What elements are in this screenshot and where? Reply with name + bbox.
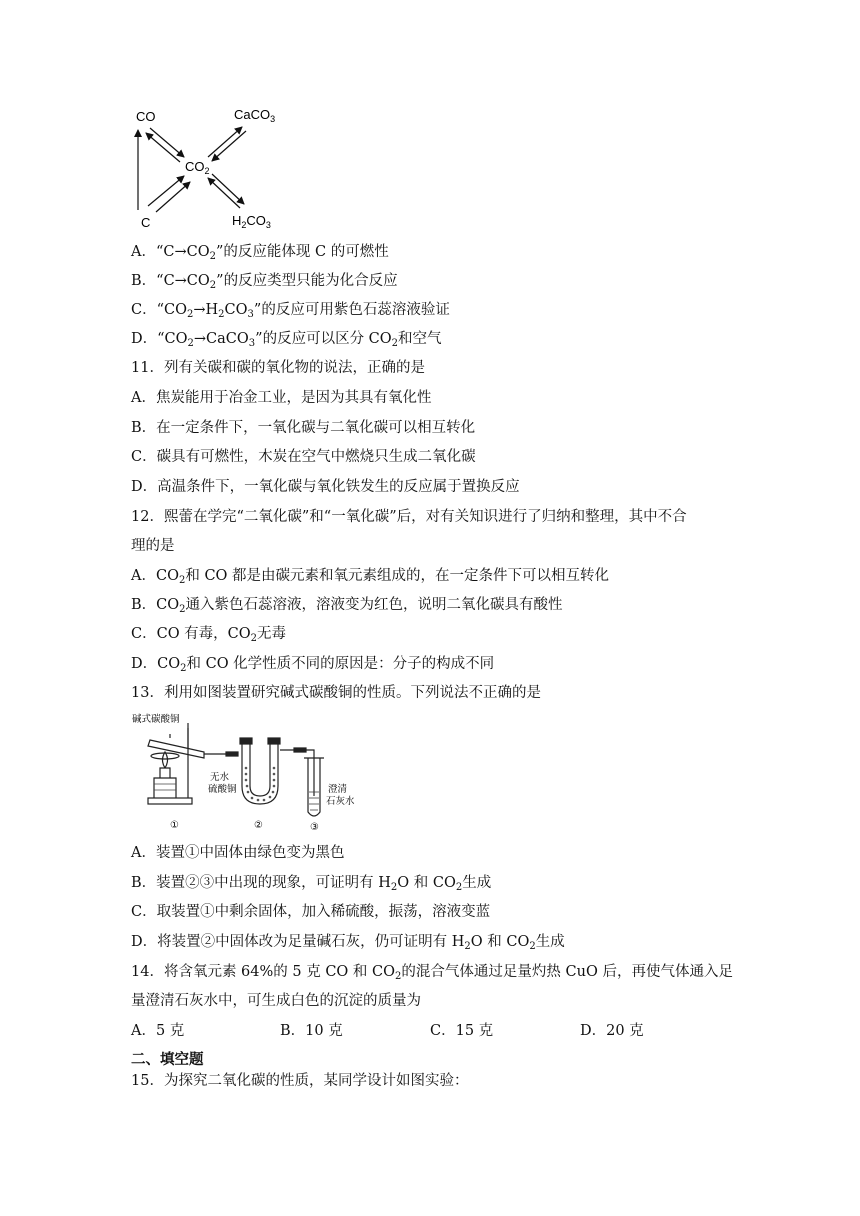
q15-stem: 15．为探究二氧化碳的性质，某同学设计如图实验：	[131, 1073, 469, 1089]
q14-option-a: A．5 克	[131, 1023, 185, 1039]
q11-stem: 11．列有关碳和碳的氧化物的说法，正确的是	[131, 360, 425, 376]
q10-option-a: A．“$C\to CO_2$”的反应能体现 C 的可燃性	[131, 244, 389, 262]
label-copper-sulfate: 硫酸铜	[208, 784, 237, 795]
q14-option-b: B．10 克	[280, 1023, 343, 1039]
label-co: CO	[136, 109, 156, 124]
q10-option-b: B．“$C\to CO_2$”的反应类型只能为化合反应	[131, 273, 398, 291]
label-c: C	[141, 215, 151, 230]
q14-option-c: C．15 克	[430, 1023, 494, 1039]
q12-option-a: A．$CO_2$和 CO 都是由碳元素和氧元素组成的，在一定条件下可以相互转化	[131, 568, 610, 586]
label-device-1: ①	[170, 820, 179, 831]
q13-apparatus-figure	[130, 708, 370, 834]
q11-option-d: D．高温条件下，一氧化碳与氧化铁发生的反应属于置换反应	[131, 479, 520, 495]
q12-option-d: D．$CO_2$和 CO 化学性质不同的原因是：分子的构成不同	[131, 656, 495, 674]
label-h2co3: $H_2CO_3$	[232, 213, 271, 230]
q13-option-b: B．装置②③中出现的现象，可证明有 $H_2O$ 和 $CO_2$生成	[131, 875, 492, 893]
q14-stem-line1: 14．将含氧元素 64%的 5 克 CO 和 $CO_2$的混合气体通过足量灼热 CuO 后，再使气体通入足	[131, 964, 733, 982]
q11-option-c: C．碳具有可燃性，木炭在空气中燃烧只生成二氧化碳	[131, 449, 476, 465]
label-limewater: 石灰水	[326, 796, 355, 807]
q11-option-a: A．焦炭能用于冶金工业，是因为其具有氧化性	[131, 390, 432, 406]
section-title: 二、填空题	[131, 1052, 204, 1068]
q13-option-c: C．取装置①中剩余固体，加入稀硫酸，振荡，溶液变蓝	[131, 904, 491, 920]
label-anhydrous: 无水	[210, 772, 230, 783]
label-device-3: ③	[310, 822, 319, 833]
q12-stem-line1: 12．熙蕾在学完“二氧化碳”和“一氧化碳”后，对有关知识进行了归纳和整理，其中不合	[131, 509, 687, 525]
label-co2: $CO_2$	[185, 159, 210, 176]
q13-option-a: A．装置①中固体由绿色变为黑色	[131, 845, 345, 861]
q13-option-d: D．将装置②中固体改为足量碱石灰，仍可证明有 $H_2O$ 和 $CO_2$生成	[131, 934, 565, 952]
q10-option-d: D．“$CO_2\to CaCO_3$”的反应可以区分 $CO_2$和空气	[131, 331, 442, 349]
label-device-2: ②	[254, 820, 263, 831]
q11-option-b: B．在一定条件下，一氧化碳与二氧化碳可以相互转化	[131, 420, 476, 436]
q13-stem: 13．利用如图装置研究碱式碳酸铜的性质。下列说法不正确的是	[131, 685, 541, 701]
q14-stem-line2: 量澄清石灰水中，可生成白色的沉淀的质量为	[131, 993, 421, 1009]
label-clear: 澄清	[328, 784, 348, 795]
q12-stem-line2: 理的是	[131, 538, 175, 554]
q12-option-b: B．$CO_2$通入紫色石蕊溶液，溶液变为红色，说明二氧化碳具有酸性	[131, 597, 563, 615]
label-caco3: CaCO$_3$	[234, 107, 276, 124]
q10-option-c: C．“$CO_2\to H_2CO_3$”的反应可用紫色石蕊溶液验证	[131, 302, 450, 320]
label-basic-copper-carbonate: 碱式碳酸铜	[132, 714, 180, 725]
q14-option-d: D．20 克	[580, 1023, 644, 1039]
q12-option-c: C．CO 有毒，$CO_2$无毒	[131, 626, 287, 644]
carbon-conversion-diagram	[128, 100, 288, 232]
